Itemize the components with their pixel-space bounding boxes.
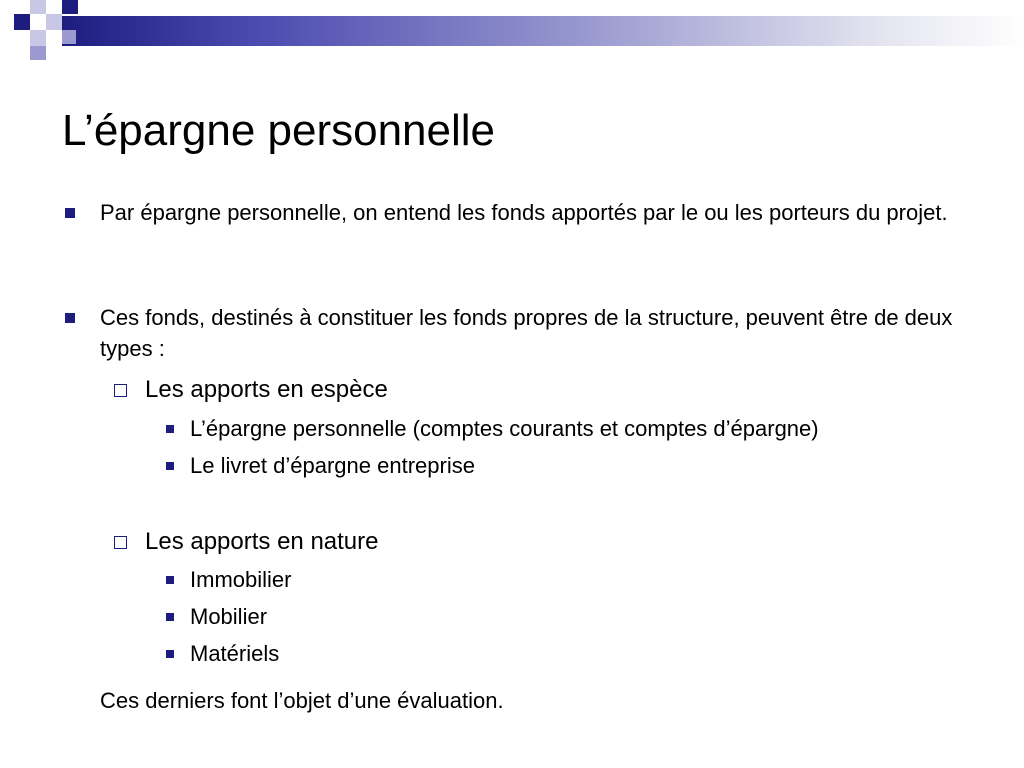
logo-square-light bbox=[46, 14, 62, 30]
list-item: Le livret d’épargne entreprise bbox=[190, 453, 475, 478]
logo-square-medium bbox=[30, 46, 46, 60]
small-square-bullet-icon bbox=[166, 462, 174, 470]
small-square-bullet-icon bbox=[166, 425, 174, 433]
hollow-square-bullet-icon bbox=[114, 536, 127, 549]
list-item: Matériels bbox=[190, 641, 280, 666]
hollow-square-bullet-icon bbox=[114, 384, 127, 397]
closing-note: Ces derniers font l’objet d’une évaluation. bbox=[100, 688, 504, 713]
logo-square-dark bbox=[62, 0, 78, 14]
list-item: Immobilier bbox=[190, 567, 292, 592]
list-item: Mobilier bbox=[190, 604, 268, 629]
square-bullet-icon bbox=[65, 208, 75, 218]
logo-square-medium bbox=[62, 30, 76, 44]
small-square-bullet-icon bbox=[166, 613, 174, 621]
sub-heading: Les apports en nature bbox=[145, 528, 379, 555]
bullet-text: Ces fonds, destinés à constituer les fonds propres de la structure, peuvent être de deux types : bbox=[100, 305, 953, 361]
sub-heading: Les apports en espèce bbox=[145, 376, 388, 403]
logo-square-light bbox=[30, 30, 46, 46]
bullet-text: Par épargne personnelle, on entend les fonds apportés par le ou les porteurs du projet. bbox=[100, 200, 948, 225]
small-square-bullet-icon bbox=[166, 576, 174, 584]
small-square-bullet-icon bbox=[166, 650, 174, 658]
header-gradient-bar bbox=[62, 16, 1024, 46]
list-item: L’épargne personnelle (comptes courants et comptes d’épargne) bbox=[190, 416, 819, 441]
square-bullet-icon bbox=[65, 313, 75, 323]
logo-square-light bbox=[30, 0, 46, 14]
logo-square-dark bbox=[14, 14, 30, 30]
slide-title: L’épargne personnelle bbox=[62, 106, 496, 155]
